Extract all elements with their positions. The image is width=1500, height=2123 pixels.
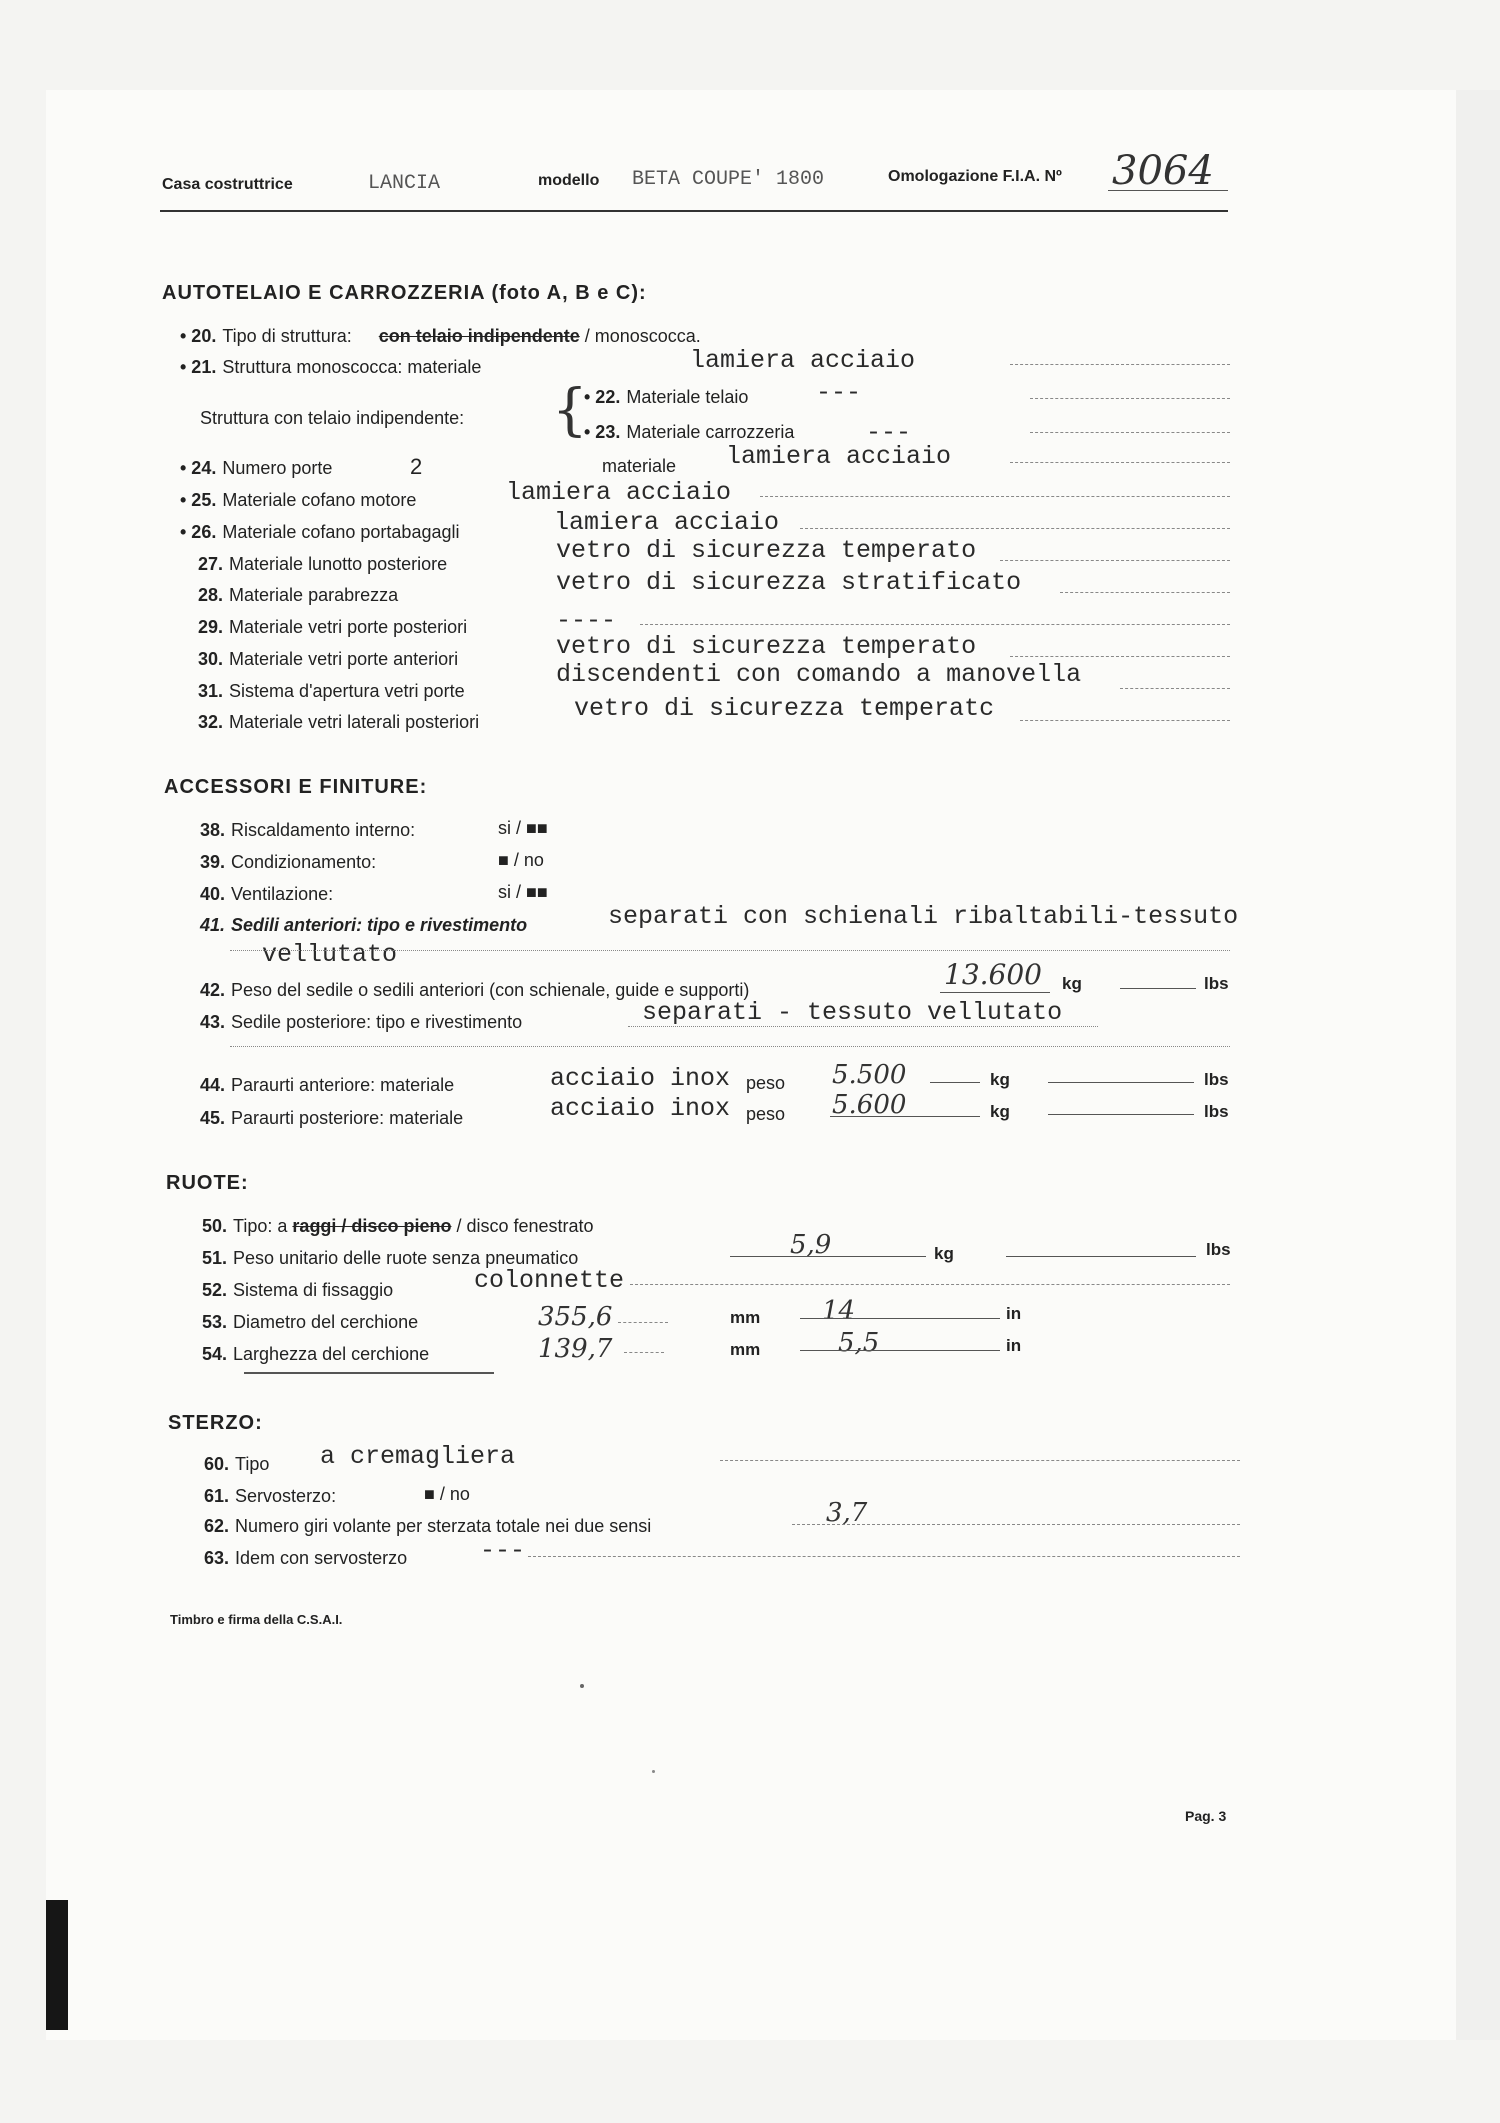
item-24-label: Numero porte [222,458,333,478]
item-51-label: Peso unitario delle ruote senza pneumatico [233,1248,579,1268]
item-45-lbs: lbs [1204,1102,1229,1121]
scan-speck [652,1770,655,1773]
item-60-value: a cremagliera [320,1442,516,1471]
item-23 [584,422,794,443]
item-44-kg: kg [990,1070,1010,1089]
item-29 [198,617,467,638]
item-60 [204,1454,269,1475]
item-32-label: Materiale vetri laterali posteriori [229,712,480,732]
item-30-value: vetro di sicurezza temperato [556,632,977,661]
item-20 [180,326,701,347]
item-26-label: Materiale cofano portabagagli [222,522,460,542]
item-41-number: 41. [200,915,226,935]
item-38-option: si / ■■ [498,818,548,838]
item-53-in-line [800,1318,1000,1319]
item-29-value: ---- [556,606,617,635]
item-29-line [640,624,1230,625]
item-53-mm: mm [730,1308,761,1327]
item-42-kg: kg [1062,974,1082,993]
item-51-line [730,1256,926,1257]
item-61-number: 61. [204,1486,230,1506]
item-38-label: Riscaldamento interno: [231,820,416,840]
section-title-ruote: RUOTE: [166,1172,249,1194]
item-31-line [1120,688,1230,689]
item-44-material: acciaio inox [550,1064,731,1093]
section-title-accessori: ACCESSORI E FINITURE: [164,776,428,798]
item-53-label: Diametro del cerchione [233,1312,419,1332]
item-20-rest: / monoscocca. [579,326,701,346]
item-22-number: • 22. [584,387,621,407]
item-63-label: Idem con servosterzo [235,1548,408,1568]
item-51-number: 51. [202,1248,228,1268]
item-24-value: 2 [410,454,423,479]
item-24-line [1010,462,1230,463]
item-31-number: 31. [198,681,224,701]
item-54-number: 54. [202,1344,228,1364]
item-54-label: Larghezza del cerchione [233,1344,430,1364]
item-45-peso-label: peso [746,1104,786,1124]
item-20-struck: con telaio indipendente [378,326,580,346]
item-38-number: 38. [200,820,226,840]
casa-label: Casa costruttrice [162,176,293,193]
item-54-in-line [800,1350,1000,1351]
item-24-material-label: materiale [602,456,677,476]
item-25-line [760,496,1230,497]
item-50-label: Tipo: a [233,1216,288,1236]
item-44-lbs: lbs [1204,1070,1229,1089]
item-24 [180,458,332,479]
item-52-line [630,1284,1230,1285]
item-52-value: colonnette [474,1266,625,1295]
casa-value: LANCIA [368,172,441,195]
item-39 [200,852,376,873]
item-50-rest: / disco fenestrato [451,1216,594,1236]
item-39-option: ■ / no [498,850,544,870]
item-26-value: lamiera acciaio [554,508,780,537]
item-27-label: Materiale lunotto posteriore [229,554,448,574]
item-24-material-value: lamiera acciaio [726,442,952,471]
item-53-number: 53. [202,1312,228,1332]
item-45-kg: kg [990,1102,1010,1121]
item-60-number: 60. [204,1454,230,1474]
item-21-label: Struttura monoscocca: materiale [222,357,482,377]
header-rule [160,210,1228,212]
item-39-number: 39. [200,852,226,872]
item-21-line [1010,364,1230,365]
item-63 [204,1548,407,1569]
item-23-label: Materiale carrozzeria [626,422,795,442]
item-45-label: Paraurti posteriore: materiale [231,1108,464,1128]
item-25-value: lamiera acciaio [506,478,732,507]
item-53-in: in [1006,1304,1022,1323]
omologazione-number: 3064 [1112,148,1214,194]
item-50 [202,1216,594,1237]
item-50-number: 50. [202,1216,228,1236]
item-52 [202,1280,393,1301]
item-62-line [792,1524,1240,1525]
item-63-line [528,1556,1240,1557]
item-28-line [1060,592,1230,593]
item-53 [202,1312,418,1333]
item-44-line [930,1082,980,1083]
item-21 [180,357,481,378]
item-53-in-value: 14 [822,1296,856,1326]
item-32-number: 32. [198,712,224,732]
item-43 [200,1012,522,1033]
item-21-number: • 21. [180,357,217,377]
item-30-label: Materiale vetri porte anteriori [229,649,459,669]
item-63-number: 63. [204,1548,230,1568]
item-23-value: --- [866,418,912,447]
item-53-mm-line [618,1322,668,1323]
modello-label: modello [538,172,600,189]
item-44 [200,1075,454,1096]
item-54-in: in [1006,1336,1022,1355]
item-42-lbs: lbs [1204,974,1229,993]
item-38 [200,820,415,841]
item-29-label: Materiale vetri porte posteriori [229,617,468,637]
document-sheet [46,90,1456,2040]
item-27-number: 27. [198,554,224,574]
item-44-label: Paraurti anteriore: materiale [231,1075,455,1095]
item-31 [198,681,465,702]
item-51-lbs: lbs [1206,1240,1231,1259]
scan-speck [580,1684,584,1688]
item-62-number: 62. [204,1516,230,1536]
item-45-material: acciaio inox [550,1094,731,1123]
item-42-line [940,992,1050,993]
item-51-value: 5,9 [790,1230,832,1260]
item-28-label: Materiale parabrezza [229,585,399,605]
item-41-value: separati con schienali ribaltabili-tessuto [608,902,1239,931]
item-28-value: vetro di sicurezza stratificato [556,568,1022,597]
item-22-line [1030,398,1230,399]
item-44-value: 5.500 [832,1060,907,1090]
modello-value: BETA COUPE' 1800 [632,168,825,191]
item-45-lbs-line [1048,1114,1194,1115]
item-42-number: 42. [200,980,226,1000]
item-42-label: Peso del sedile o sedili anteriori (con schienale, guide e supporti) [231,980,750,1000]
item-45 [200,1108,463,1129]
item-40 [200,884,333,905]
item-30 [198,649,458,670]
item-54-mm: mm [730,1340,761,1359]
item-40-option: si / ■■ [498,882,548,902]
item-43-line [628,1026,1098,1027]
item-54 [202,1344,429,1365]
item-25-number: • 25. [180,490,217,510]
item-43-value: separati - tessuto vellutato [642,998,1063,1027]
section-title-sterzo: STERZO: [168,1412,263,1434]
item-62-label: Numero giri volante per sterzata totale nei due sensi [235,1516,652,1536]
item-45-value: 5.600 [832,1090,907,1120]
item-27-value: vetro di sicurezza temperato [556,536,977,565]
item-25-label: Materiale cofano motore [222,490,417,510]
item-45-number: 45. [200,1108,226,1128]
omologazione-underline [1108,190,1228,191]
item-51-lbs-line [1006,1256,1196,1257]
scan-edge-mark [46,1900,68,2030]
telaio-indipendente-label: Struttura con telaio indipendente: [200,408,465,428]
item-29-number: 29. [198,617,224,637]
item-23-line [1030,432,1230,433]
item-41 [200,915,527,936]
omologazione-label: Omologazione F.I.A. Nº [888,168,1062,185]
item-52-label: Sistema di fissaggio [233,1280,394,1300]
item-39-label: Condizionamento: [231,852,377,872]
item-31-label: Sistema d'apertura vetri porte [229,681,465,701]
item-24-number: • 24. [180,458,217,478]
item-31-value: discendenti con comando a manovella [556,660,1082,689]
item-22 [584,387,748,408]
item-41-line [230,950,1230,951]
brace: { [552,378,588,443]
item-63-value: --- [480,1536,526,1565]
item-50-struck: raggi / disco pieno [292,1216,452,1236]
item-53-value: 355,6 [538,1302,613,1332]
item-21-value: lamiera acciaio [690,346,916,375]
item-32-value: vetro di sicurezza temperatc [574,694,995,723]
page-number: Pag. 3 [1185,1808,1227,1824]
scan-margin [1456,90,1500,2040]
item-54-mm-line [624,1352,664,1353]
item-62-value: 3,7 [826,1498,868,1528]
item-26 [180,522,459,543]
item-23-number: • 23. [584,422,621,442]
item-28-number: 28. [198,585,224,605]
item-54-underline [244,1372,494,1374]
item-60-label: Tipo [235,1454,270,1474]
item-42-value: 13.600 [944,958,1042,991]
item-43-number: 43. [200,1012,226,1032]
item-22-value: --- [816,378,862,407]
item-43-line2 [230,1046,1230,1047]
item-26-line [800,528,1230,529]
section-title-autotelaio: AUTOTELAIO E CARROZZERIA (foto A, B e C): [162,282,647,304]
item-61 [204,1486,336,1507]
item-41-value-line2: vellutato [262,940,398,969]
item-45-line [830,1116,980,1117]
item-52-number: 52. [202,1280,228,1300]
item-43-label: Sedile posteriore: tipo e rivestimento [231,1012,523,1032]
item-41-label: Sedili anteriori: tipo e rivestimento [231,915,528,935]
item-27-line [1000,560,1230,561]
item-44-peso-label: peso [746,1073,786,1093]
item-25 [180,490,416,511]
item-44-lbs-line [1048,1082,1194,1083]
item-44-number: 44. [200,1075,226,1095]
item-60-line [720,1460,1240,1461]
item-30-line [1010,656,1230,657]
item-28 [198,585,398,606]
item-30-number: 30. [198,649,224,669]
item-26-number: • 26. [180,522,217,542]
item-27 [198,554,447,575]
item-42-lbs-line [1120,988,1196,989]
item-61-option: ■ / no [424,1484,470,1504]
item-51-kg: kg [934,1244,954,1263]
item-40-label: Ventilazione: [231,884,334,904]
item-62 [204,1516,651,1537]
item-20-number: • 20. [180,326,217,346]
item-61-label: Servosterzo: [235,1486,337,1506]
item-54-in-value: 5,5 [838,1328,880,1358]
item-20-label: Tipo di struttura: [222,326,352,346]
item-40-number: 40. [200,884,226,904]
item-22-label: Materiale telaio [626,387,749,407]
item-54-value: 139,7 [538,1334,613,1364]
item-32-line [1020,720,1230,721]
item-32 [198,712,479,733]
timbro-label: Timbro e firma della C.S.A.I. [170,1612,343,1627]
